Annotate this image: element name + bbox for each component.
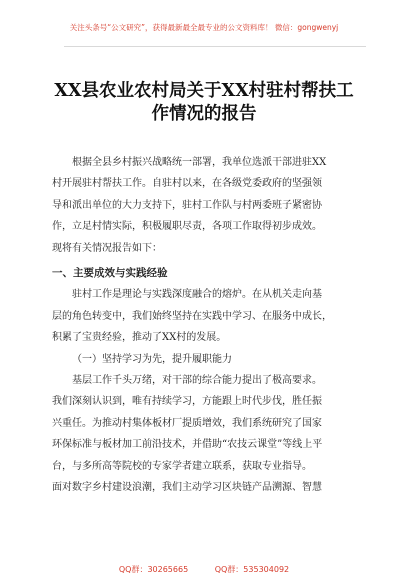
footer bbox=[0, 564, 408, 575]
paragraph-line: 根据全县乡村振兴战略统一部署，我单位选派干部进驻XX bbox=[72, 157, 327, 168]
paragraph-line: 面对数字乡村建设浪潮，我们主动学习区块链产品溯源、智慧 bbox=[52, 482, 322, 494]
subsection-heading: （一）坚持学习为先，提升履职能力 bbox=[72, 353, 232, 365]
title-line: 作情况的报告 bbox=[151, 104, 257, 124]
section-paragraph bbox=[52, 284, 372, 348]
paragraph-line: 现将有关情况报告如下： bbox=[52, 242, 162, 254]
paragraph-line: 导和派出单位的大力支持下，驻村工作队与村两委班子紧密协 bbox=[52, 199, 322, 211]
paragraph-line: 兴重任。为推动村集体板材厂提质增效，我们系统研究了国家 bbox=[52, 417, 322, 429]
paragraph-line: 作，立足村情实际，积极履职尽责，各项工作取得初步成效。 bbox=[52, 221, 322, 233]
paragraph-line: 村开展驻村帮扶工作。自驻村以来，在各级党委政府的坚强领 bbox=[52, 178, 322, 190]
paragraph-line: 环保标准与板材加工前沿技术，并借助“农技云课堂”等线上平 bbox=[52, 439, 323, 451]
paragraph-line: 积累了宝贵经验，推动了XX村的发展。 bbox=[52, 332, 227, 344]
document-title bbox=[40, 80, 368, 126]
paragraph-line: 驻村工作是理论与实践深度融合的熔炉。在从机关走向基 bbox=[72, 289, 322, 301]
footer-qq-group-2: QQ群：535304092 bbox=[214, 565, 290, 574]
paragraph-line: 我们深刻认识到，唯有持续学习，方能跟上时代步伐，胜任振 bbox=[52, 396, 322, 408]
footer-qq-group-1: QQ群：30265665 bbox=[118, 565, 189, 574]
section-heading: 一、主要成效与实践经验 bbox=[52, 267, 168, 280]
subsection-paragraph bbox=[52, 370, 372, 498]
paragraph-line: 基层工作千头万绪，对干部的综合能力提出了极高要求。 bbox=[72, 375, 322, 387]
paragraph-line: 台，与多所高等院校的专家学者建立联系，获取专业指导。 bbox=[52, 460, 312, 472]
document-body bbox=[52, 152, 372, 499]
paragraph-line: 层的角色转变中，我们始终坚持在实践中学习、在服务中成长， bbox=[52, 310, 332, 322]
header-divider bbox=[64, 46, 366, 47]
title-line: XX县农业农村局关于XX村驻村帮扶工 bbox=[54, 81, 354, 101]
intro-paragraph bbox=[52, 152, 372, 259]
header-banner: 关注头条号“公文研究”，获得最新最全最专业的公文资料库！ 微信：gongwenyj bbox=[69, 23, 339, 32]
